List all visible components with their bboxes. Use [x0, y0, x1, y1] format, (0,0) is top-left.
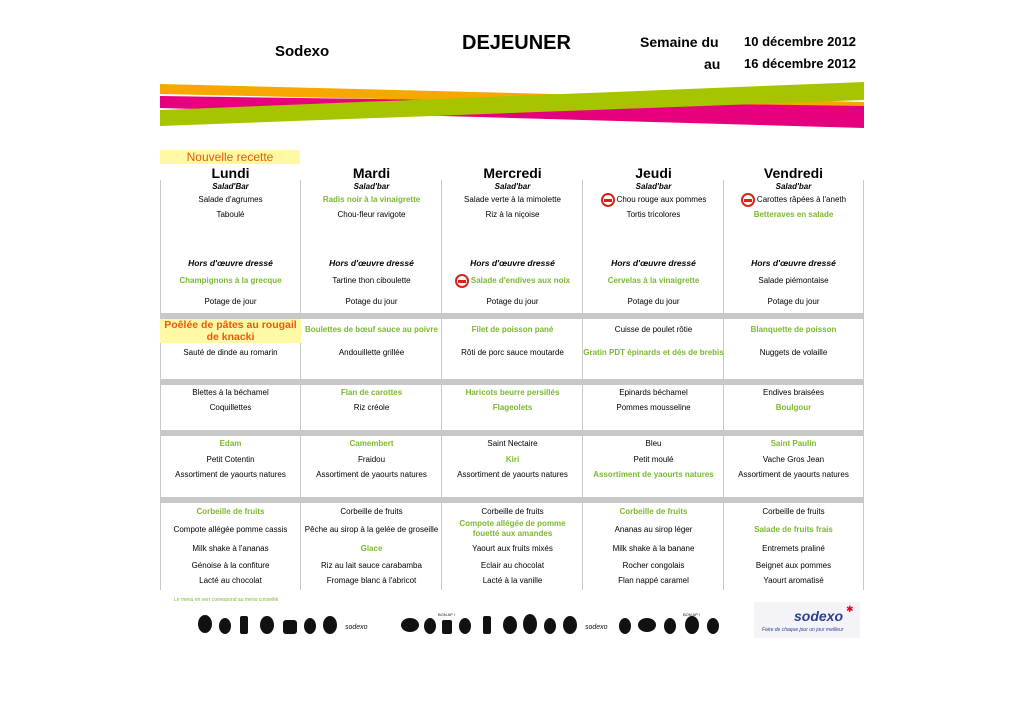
- menu-item: Potage du jour: [627, 297, 680, 306]
- menu-item: Fromage blanc à l'abricot: [326, 576, 417, 585]
- menu-item: Riz à la niçoise: [485, 210, 540, 219]
- salad-bar-label: Salad'bar: [353, 182, 390, 191]
- menu-item: Flan de carottes: [340, 388, 403, 397]
- menu-item: Nuggets de volaille: [759, 348, 828, 357]
- strip-brand: sodexo: [345, 624, 368, 631]
- menu-item-labeled: [442, 274, 583, 288]
- strip-brand: sodexo: [585, 624, 608, 631]
- menu-item: Saint Paulin: [770, 439, 817, 448]
- logo-tagline: Faire de chaque jour un jour meilleur: [762, 627, 844, 633]
- hors-doeuvre-label: Hors d'œuvre dressé: [329, 258, 414, 268]
- menu-item: Blettes à la béchamel: [192, 388, 269, 397]
- menu-item: Yaourt aux fruits mixés: [472, 544, 553, 553]
- menu-item: Salade piémontaise: [758, 276, 829, 285]
- menu-item: Riz créole: [353, 403, 390, 412]
- day-name: Lundi: [211, 165, 250, 181]
- menu-item: Boulettes de bœuf sauce au poivre: [305, 325, 438, 334]
- menu-item: Yaourt aromatisé: [763, 576, 824, 585]
- date-start: 10 décembre 2012: [744, 34, 857, 49]
- menu-item-text: Chou rouge aux pommes: [616, 195, 707, 205]
- week-label: Semaine du: [640, 34, 719, 50]
- menu-item: Glace: [360, 544, 383, 553]
- menu-item: Petit moulé: [633, 455, 674, 464]
- star-icon: ✱: [846, 604, 854, 614]
- menu-item-text: Salade d'endives aux noix: [470, 276, 571, 286]
- page-title: DEJEUNER: [462, 32, 571, 54]
- mascot-strip: [195, 608, 725, 638]
- menu-item: Salade de fruits frais: [754, 525, 833, 534]
- menu-item: Salade verte à la mimolette: [464, 195, 561, 204]
- menu-item: Cuisse de poulet rôtie: [614, 325, 693, 334]
- menu-item: Génoise à la confiture: [191, 561, 270, 570]
- menu-item-text: Carottes râpées à l'aneth: [756, 195, 847, 205]
- menu-item: Compote allégée pomme cassis: [173, 525, 288, 534]
- menu-item: Endives braisées: [763, 388, 824, 397]
- label-rouge-icon: [455, 274, 469, 288]
- menu-item: Blanquette de poisson: [750, 325, 837, 334]
- menu-item: Assortiment de yaourts natures: [175, 470, 286, 479]
- label-rouge-icon: [601, 193, 615, 207]
- sodexo-logo: [754, 602, 860, 638]
- menu-item: Corbeille de fruits: [481, 507, 544, 516]
- menu-item: Potage du jour: [767, 297, 820, 306]
- menu-item: Taboulé: [216, 210, 245, 219]
- strip-bon-ap: BON AP !: [683, 612, 701, 617]
- menu-item: Potage du jour: [486, 297, 539, 306]
- menu-item: Potage de jour: [204, 297, 257, 306]
- menu-item: Compote allégée de pomme fouetté aux amandes: [459, 519, 566, 538]
- menu-item: Ananas au sirop léger: [614, 525, 693, 534]
- menu-item: Fraidou: [357, 455, 386, 464]
- menu-item: Eclair au chocolat: [480, 561, 545, 570]
- menu-item: Andouillette grillée: [338, 348, 405, 357]
- day-name: Mercredi: [483, 165, 542, 181]
- menu-item: Pêche au sirop à la gelée de groseille: [304, 525, 439, 534]
- menu-item: Epinards béchamel: [619, 388, 688, 397]
- menu-item: Assortiment de yaourts natures: [593, 470, 714, 479]
- footnote: Le menu en vert correspond au menu conseillé: [174, 597, 279, 603]
- menu-item: Lacté à la vanille: [482, 576, 543, 585]
- menu-item: Corbeille de fruits: [619, 507, 688, 516]
- menu-item: Kiri: [505, 455, 520, 464]
- hors-doeuvre-label: Hors d'œuvre dressé: [470, 258, 555, 268]
- logo-brand: sodexo: [794, 608, 844, 624]
- menu-item: Haricots beurre persillés: [465, 388, 560, 397]
- menu-item: Edam: [219, 439, 242, 448]
- day-name: Vendredi: [763, 165, 824, 181]
- menu-item: Radis noir à la vinaigrette: [322, 195, 421, 204]
- menu-item: Coquillettes: [209, 403, 252, 412]
- strip-bon-ap: BON AP !: [438, 612, 456, 617]
- menu-item: Champignons à la grecque: [179, 276, 282, 285]
- menu-item: Rocher congolais: [622, 561, 685, 570]
- menu-item: Lacté au chocolat: [199, 576, 262, 585]
- day-name: Jeudi: [635, 165, 672, 181]
- hors-doeuvre-label: Hors d'œuvre dressé: [611, 258, 696, 268]
- label-rouge-icon: [741, 193, 755, 207]
- menu-item: Flan nappé caramel: [618, 576, 689, 585]
- new-recipe-legend: Nouvelle recette: [160, 150, 300, 164]
- menu-item: Riz au lait sauce carabamba: [321, 561, 422, 570]
- menu-item: Entremets praliné: [762, 544, 825, 553]
- menu-item: Cervelas à la vinaigrette: [607, 276, 700, 285]
- menu-item: Saint Nectaire: [487, 439, 538, 448]
- salad-bar-label: Salad'bar: [635, 182, 672, 191]
- date-end: 16 décembre 2012: [744, 56, 857, 71]
- hors-doeuvre-label: Hors d'œuvre dressé: [188, 258, 273, 268]
- menu-item: Camembert: [349, 439, 394, 448]
- menu-item: Corbeille de fruits: [762, 507, 825, 516]
- menu-item: Milk shake à l'ananas: [192, 544, 269, 553]
- menu-item: Corbeille de fruits: [340, 507, 403, 516]
- menu-item-labeled: [723, 193, 864, 207]
- salad-bar-label: Salad'bar: [494, 182, 531, 191]
- menu-item: Corbeille de fruits: [196, 507, 265, 516]
- menu-item: Sauté de dinde au romarin: [183, 348, 278, 357]
- menu-item: Salade d'agrumes: [198, 195, 263, 204]
- menu-item: Filet de poisson pané: [471, 325, 554, 334]
- menu-item: Rôti de porc sauce moutarde: [461, 348, 564, 357]
- menu-item: Assortiment de yaourts natures: [457, 470, 568, 479]
- menu-item: Beignet aux pommes: [755, 561, 832, 570]
- menu-item: Chou-fleur ravigote: [337, 210, 406, 219]
- menu-item: Petit Cotentin: [206, 455, 255, 464]
- menu-item-labeled: [583, 193, 724, 207]
- menu-item: Potage du jour: [345, 297, 398, 306]
- menu-item: Milk shake à la banane: [612, 544, 695, 553]
- menu-item: Flageolets: [492, 403, 533, 412]
- company-name: Sodexo: [275, 43, 330, 60]
- menu-item: Pommes mousseline: [616, 403, 691, 412]
- menu-item: Tortis tricolores: [626, 210, 681, 219]
- hors-doeuvre-label: Hors d'œuvre dressé: [751, 258, 836, 268]
- menu-item-new-recipe: Poêlée de pâtes au rougail de knacki: [160, 319, 301, 343]
- menu-item: Tartine thon ciboulette: [332, 276, 411, 285]
- week-to-label: au: [704, 56, 721, 72]
- menu-item: Bleu: [645, 439, 662, 448]
- menu-item: Gratin PDT épinards et dés de brebis: [583, 348, 724, 357]
- menu-item: Assortiment de yaourts natures: [316, 470, 427, 479]
- menu-item: Betteraves en salade: [753, 210, 834, 219]
- salad-bar-label: Salad'Bar: [212, 182, 249, 191]
- menu-item: Vache Gros Jean: [762, 455, 825, 464]
- salad-bar-label: Salad'bar: [775, 182, 812, 191]
- menu-item: Assortiment de yaourts natures: [738, 470, 849, 479]
- menu-item: Boulgour: [775, 403, 812, 412]
- day-name: Mardi: [352, 165, 391, 181]
